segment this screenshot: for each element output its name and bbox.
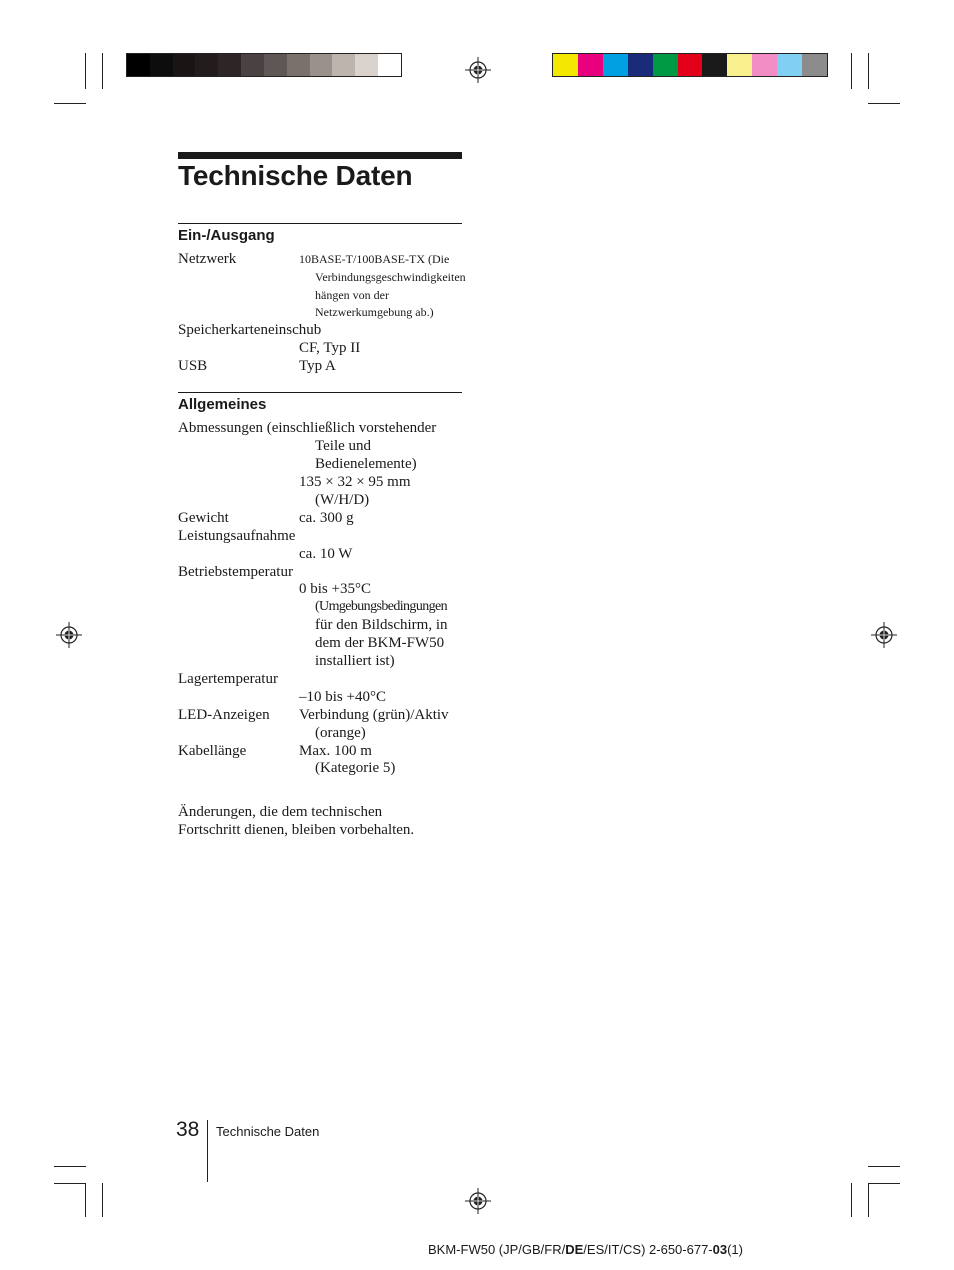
spec-value: (Umgebungsbedingungen <box>315 599 448 614</box>
color-swatch <box>195 54 218 76</box>
spec-value: Teile und <box>315 438 372 454</box>
color-swatch <box>150 54 173 76</box>
color-swatch <box>553 54 578 76</box>
color-swatch <box>241 54 264 76</box>
spec-label: Gewicht <box>178 510 229 526</box>
spec-value: 135 × 32 × 95 mm <box>299 474 411 490</box>
crop-mark <box>102 1183 103 1217</box>
crop-mark <box>868 53 869 89</box>
spec-value: Verbindung (grün)/Aktiv <box>299 707 449 723</box>
color-swatch <box>628 54 653 76</box>
registration-mark-icon <box>56 622 82 648</box>
color-swatch <box>752 54 777 76</box>
registration-mark-icon <box>465 57 491 83</box>
model-code-bold: DE <box>565 1242 584 1257</box>
model-code-part: BKM-FW50 (JP/GB/FR/ <box>428 1242 566 1257</box>
spec-label: LED-Anzeigen <box>178 707 270 723</box>
spec-value: Bedienelemente) <box>315 456 417 472</box>
title-bar <box>178 152 462 159</box>
color-swatch <box>355 54 378 76</box>
color-swatch <box>287 54 310 76</box>
spec-value: Typ A <box>299 358 336 374</box>
section-rule <box>178 223 462 224</box>
color-swatch <box>578 54 603 76</box>
spec-value: Verbindungsgeschwindigkeiten <box>315 270 466 284</box>
spec-value: (Kategorie 5) <box>315 760 396 776</box>
gray-swatch-strip <box>126 53 402 77</box>
color-swatch <box>264 54 287 76</box>
registration-mark-icon <box>871 622 897 648</box>
spec-label: USB <box>178 358 208 374</box>
color-swatch <box>802 54 827 76</box>
note-text: Fortschritt dienen, bleiben vorbehalten. <box>178 822 415 838</box>
model-code-part: (1) <box>727 1242 743 1257</box>
color-swatch <box>702 54 727 76</box>
model-code-bold: 03 <box>712 1242 728 1257</box>
crop-mark <box>868 103 900 104</box>
page-title: Technische Daten <box>178 160 413 191</box>
spec-value: für den Bildschirm, in <box>315 617 448 633</box>
spec-label: Kabellänge <box>178 743 247 759</box>
color-swatch <box>173 54 196 76</box>
color-swatch <box>332 54 355 76</box>
spec-value: installiert ist) <box>315 653 395 669</box>
section-heading-io: Ein-/Ausgang <box>178 227 275 244</box>
spec-value: (W/H/D) <box>315 492 370 508</box>
section-heading-general: Allgemeines <box>178 396 267 413</box>
color-swatch <box>310 54 333 76</box>
crop-mark <box>85 53 86 89</box>
footer-divider <box>207 1120 208 1182</box>
crop-mark <box>851 53 852 89</box>
spec-value: 10BASE-T/100BASE-TX (Die <box>299 252 450 266</box>
spec-value: 0 bis +35°C <box>299 581 371 597</box>
color-swatch <box>678 54 703 76</box>
spec-value: dem der BKM-FW50 <box>315 635 445 651</box>
page-number: 38 <box>176 1118 200 1141</box>
spec-label: Lagertemperatur <box>178 671 278 687</box>
crop-mark <box>102 53 103 89</box>
color-swatch <box>218 54 241 76</box>
crop-mark <box>85 1183 86 1217</box>
crop-mark <box>868 1183 869 1217</box>
color-swatch <box>603 54 628 76</box>
note-text: Änderungen, die dem technischen <box>178 804 383 820</box>
crop-mark <box>54 1183 86 1184</box>
spec-value: (orange) <box>315 725 366 741</box>
color-swatch-strip <box>552 53 828 77</box>
spec-label: Speicherkarteneinschub <box>178 322 322 338</box>
crop-mark <box>868 1183 900 1184</box>
crop-mark <box>851 1183 852 1217</box>
crop-mark <box>54 103 86 104</box>
spec-value: ca. 300 g <box>299 510 354 526</box>
running-title: Technische Daten <box>216 1124 320 1139</box>
registration-mark-icon <box>465 1188 491 1214</box>
color-swatch <box>727 54 752 76</box>
spec-label: Netzwerk <box>178 251 237 267</box>
spec-value: ca. 10 W <box>299 546 353 562</box>
spec-label: Abmessungen (einschließlich vorstehender <box>178 420 437 436</box>
crop-mark <box>868 1166 900 1167</box>
color-swatch <box>653 54 678 76</box>
model-code <box>428 1242 743 1257</box>
model-code-part: /ES/IT/CS) 2-650-677- <box>583 1242 713 1257</box>
color-swatch <box>378 54 401 76</box>
spec-label: Leistungsaufnahme <box>178 528 296 544</box>
spec-label: Betriebstemperatur <box>178 564 293 580</box>
spec-value: Max. 100 m <box>299 743 372 759</box>
color-swatch <box>127 54 150 76</box>
spec-value: Netzwerkumgebung ab.) <box>315 305 434 319</box>
spec-value: CF, Typ II <box>299 340 361 356</box>
color-swatch <box>777 54 802 76</box>
crop-mark <box>54 1166 86 1167</box>
spec-value: hängen von der <box>315 288 389 302</box>
spec-value: –10 bis +40°C <box>299 689 386 705</box>
section-rule <box>178 392 462 393</box>
